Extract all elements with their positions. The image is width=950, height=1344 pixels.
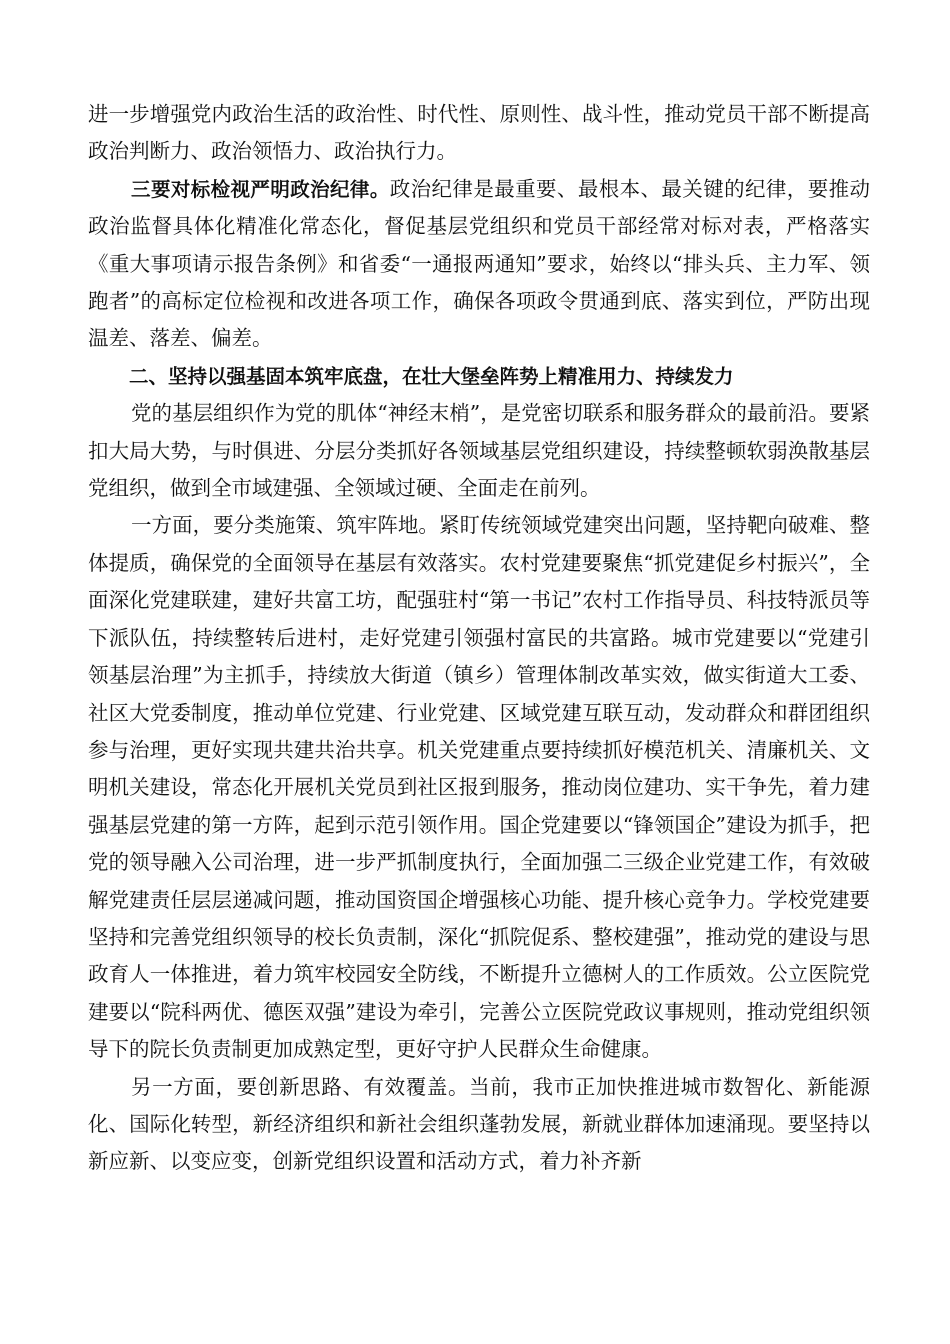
paragraph-lead-bold: 三要对标检视严明政治纪律。 [131,177,390,201]
paragraph-body: 政治纪律是最重要、最根本、最关键的纪律，要推动政治监督具体化精准化常态化，督促基层党组织和党员干部经常对标对表，严格落实《重大事项请示报告条例》和省委“一通报两通知”要求，始终以“排头兵、主力军、领跑者”的高标定位检视和改进各项工作，确保各项政令贯通到底、落实到位，严防出现温差、落差、偏差。 [88,176,870,351]
paragraph-one-hand: 一方面，要分类施策、筑牢阵地。紧盯传统领域党建突出问题，坚持靶向破难、整体提质，确保党的全面领导在基层有效落实。农村党建要聚焦“抓党建促乡村振兴”，全面深化党建联建，建好共富工坊，配强驻村“第一书记”农村工作指导员、科技特派员等下派队伍，持续整转后进村，走好党建引领强村富民的共富路。城市党建要以“党建引领基层治理”为主抓手，持续放大街道（镇乡）管理体制改革实效，做实街道大工委、社区大党委制度，推动单位党建、行业党建、区域党建互联互动，发动群众和群团组织参与治理，更好实现共建共治共享。机关党建重点要持续抓好模范机关、清廉机关、文明机关建设，常态化开展机关党员到社区报到服务，推动岗位建功、实干争先，着力建强基层党建的第一方阵，起到示范引领作用。国企党建要以“锋领国企”建设为抓手，把党的领导融入公司治理，进一步严抓制度执行，全面加强二三级企业党建工作，有效破解党建责任层层递减问题，推动国资国企增强核心功能、提升核心竞争力。学校党建要坚持和完善党组织领导的校长负责制，深化“抓院促系、整校建强”，推动党的建设与思政育人一体推进，着力筑牢校园安全防线，不断提升立德树人的工作质效。公立医院党建要以“院科两优、德医双强”建设为牵引，完善公立医院党政议事规则，推动党组织领导下的院长负责制更加成熟定型，更好守护人民群众生命健康。 [88,513,870,1062]
section-heading: 二、坚持以强基固本筑牢底盘，在壮大堡垒阵势上精准用力、持续发力 [128,364,734,388]
paragraph-political-discipline [88,171,870,358]
paragraph-grassroots: 党的基层组织作为党的肌体“神经末梢”，是党密切联系和服务群众的最前沿。要紧扣大局大势，与时俱进、分层分类抓好各领域基层党组织建设，持续整顿软弱涣散基层党组织，做到全市域建强、全领域过硬、全面走在前列。 [88,401,870,501]
paragraph-other-hand: 另一方面，要创新思路、有效覆盖。当前，我市正加快推进城市数智化、新能源化、国际化转型，新经济组织和新社会组织蓬勃发展，新就业群体加速涌现。要坚持以新应新、以变应变，创新党组织设置和活动方式，着力补齐新 [88,1074,870,1174]
document-page [88,96,870,1181]
paragraph-continuation: 进一步增强党内政治生活的政治性、时代性、原则性、战斗性，推动党员干部不断提高政治判断力、政治领悟力、政治执行力。 [88,102,870,164]
